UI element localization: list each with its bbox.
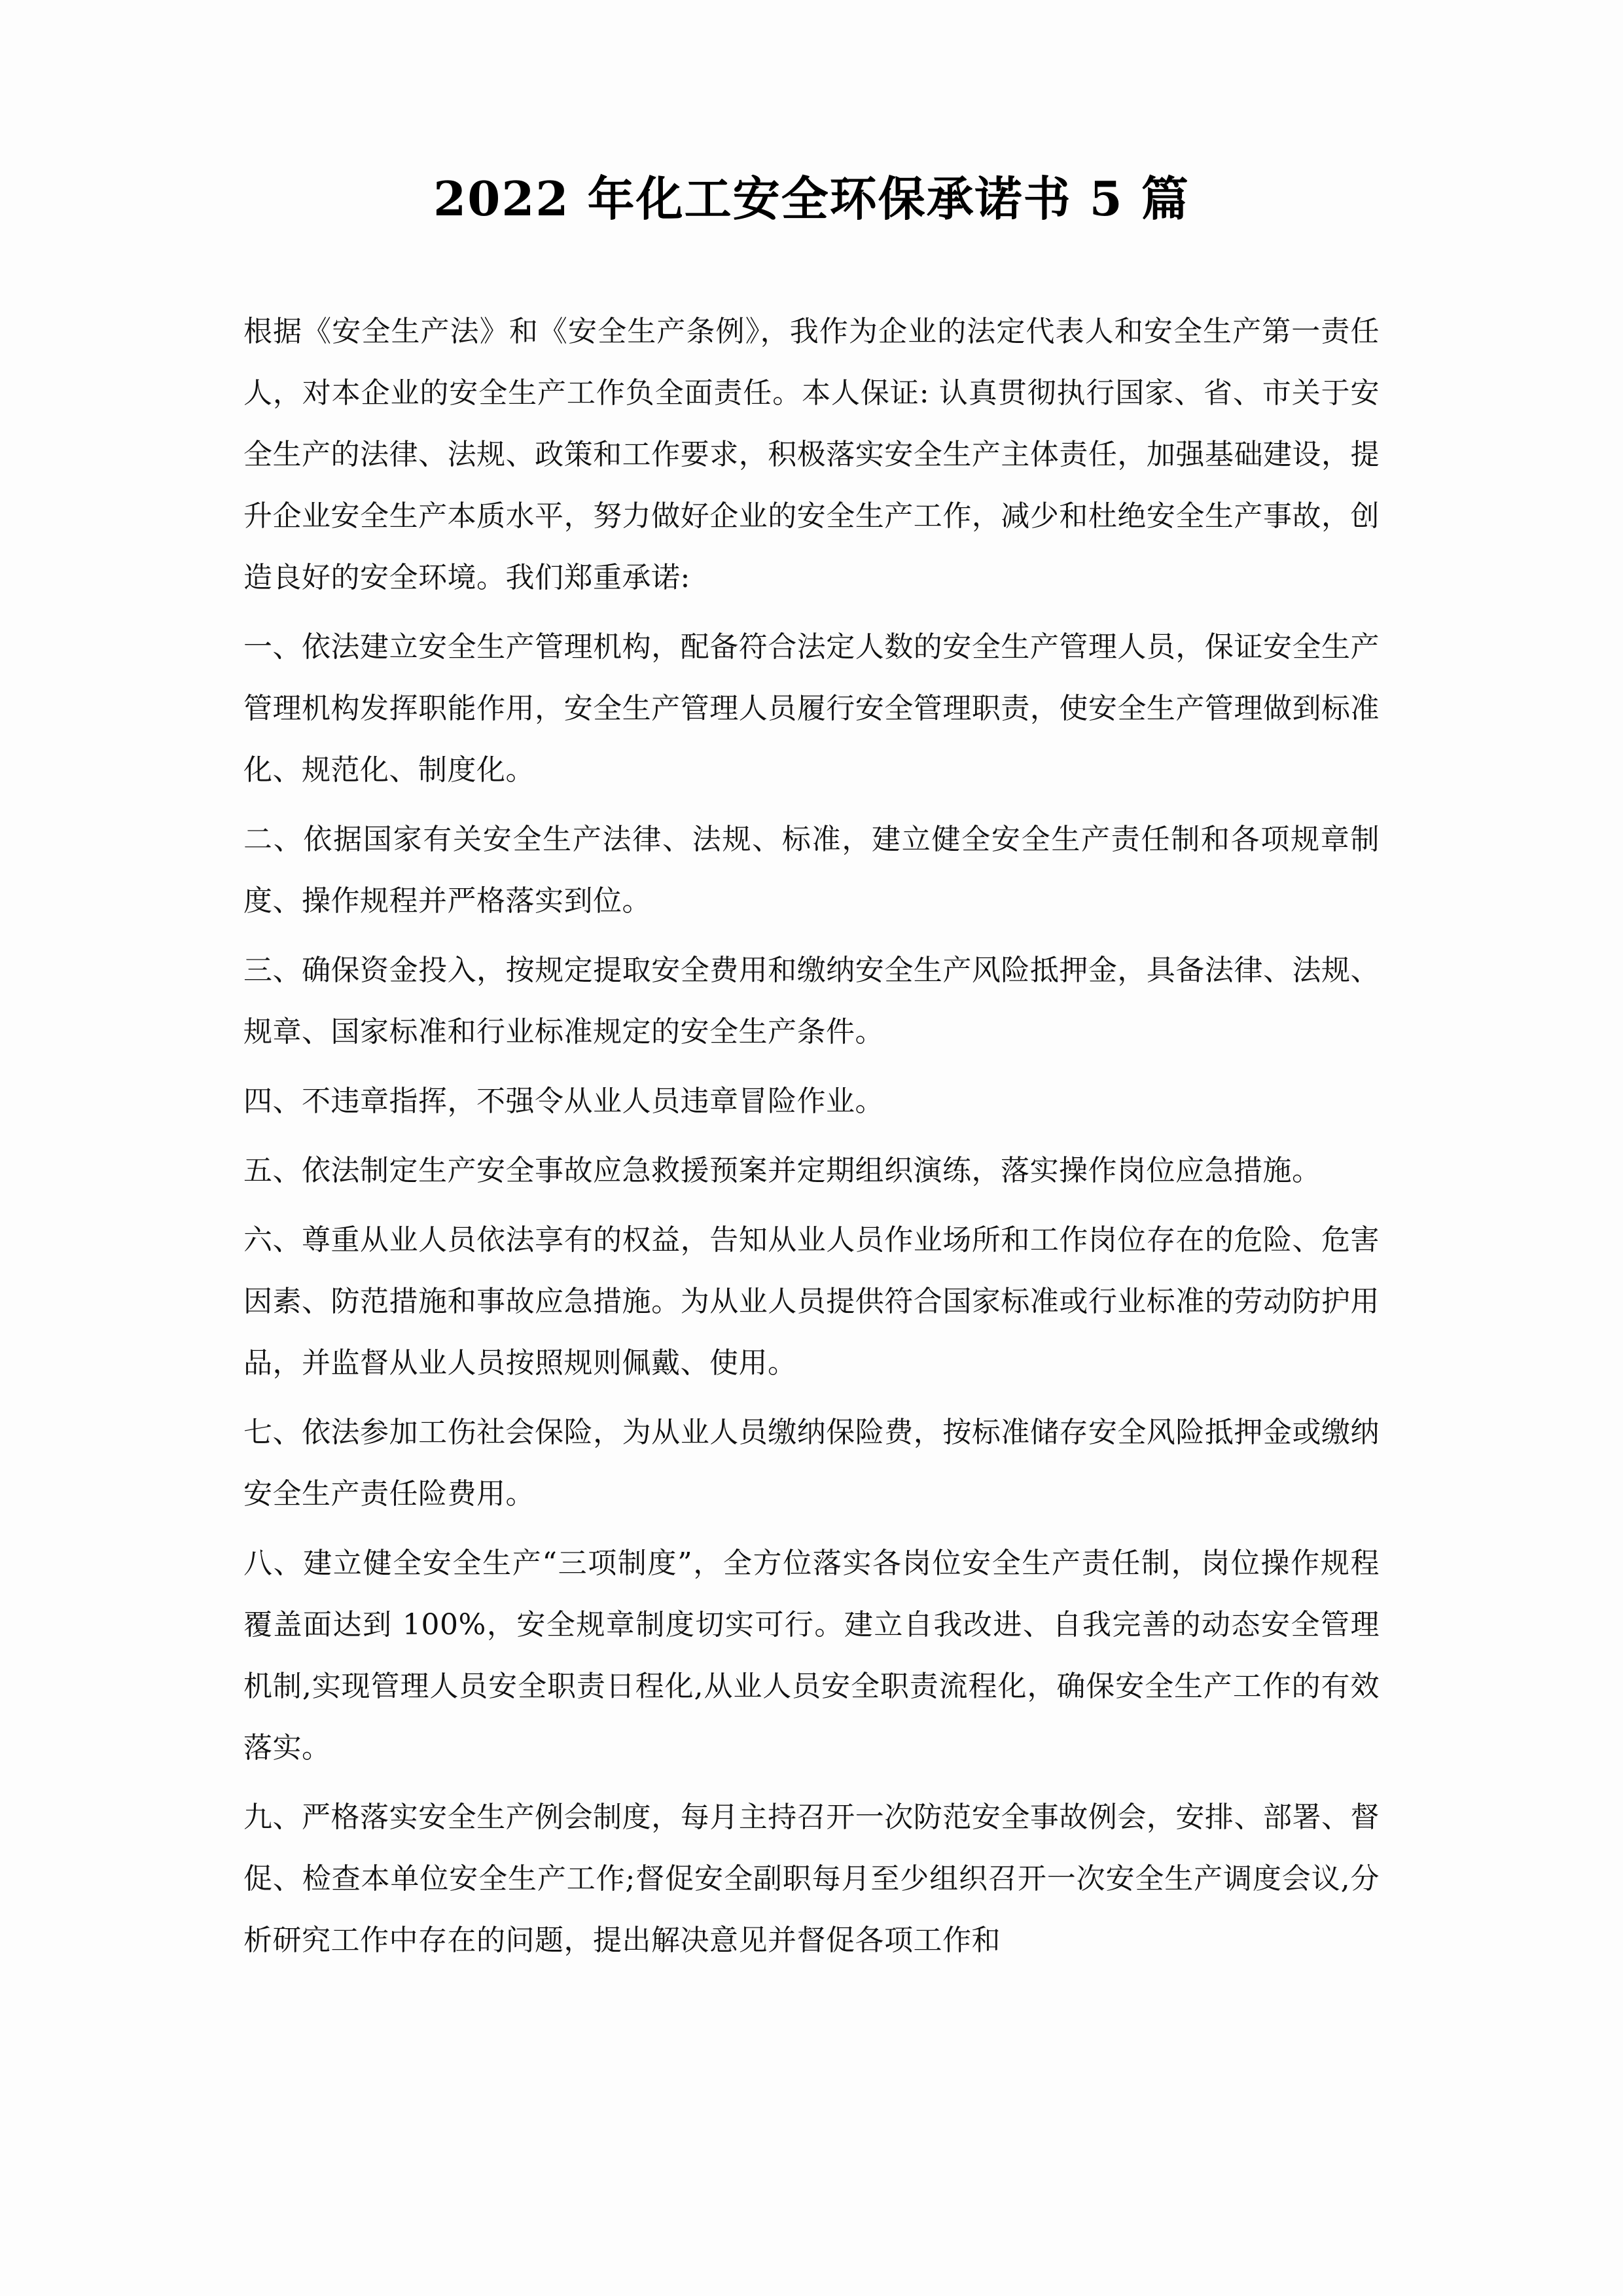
- paragraph-intro: 根据《安全生产法》和《安全生产条例》，我作为企业的法定代表人和安全生产第一责任人，对本企业的安全生产工作负全面责任。本人保证: 认真贯彻执行国家、省、市关于安全生产的法律、法规、政策和工作要求，积极落实安全生产主体责任，加强基础建设，提升企业安全生产本质水平，努力做好企业的安全生产工作，减少和杜绝安全生产事故，创造良好的安全环境。我们郑重承诺:: [243, 315, 1380, 594]
- paragraph-clause-2: 二、依据国家有关安全生产法律、法规、标准，建立健全安全生产责任制和各项规章制度、操作规程并严格落实到位。: [243, 823, 1380, 918]
- paragraph-clause-8: 八、建立健全安全生产“三项制度”，全方位落实各岗位安全生产责任制，岗位操作规程覆盖面达到 100%，安全规章制度切实可行。建立自我改进、自我完善的动态安全管理机制,实现管理人员安全职责日程化,从业人员安全职责流程化，确保安全生产工作的有效落实。: [243, 1547, 1380, 1765]
- paragraph-clause-7: 七、依法参加工伤社会保险，为从业人员缴纳保险费，按标准储存安全风险抵押金或缴纳安全生产责任险费用。: [243, 1416, 1380, 1511]
- paragraph-clause-5: 五、依法制定生产安全事故应急救援预案并定期组织演练，落实操作岗位应急措施。: [243, 1154, 1321, 1187]
- paragraph-clause-3: 三、确保资金投入，按规定提取安全费用和缴纳安全生产风险抵押金，具备法律、法规、规章、国家标准和行业标准规定的安全生产条件。: [243, 954, 1380, 1049]
- document-content-column: [243, 0, 1380, 1971]
- paragraph-clause-6: 六、尊重从业人员依法享有的权益，告知从业人员作业场所和工作岗位存在的危险、危害因素、防范措施和事故应急措施。为从业人员提供符合国家标准或行业标准的劳动防护用品，并监督从业人员按照规则佩戴、使用。: [243, 1223, 1380, 1380]
- document-body: [243, 301, 1380, 1971]
- page-title: 2022 年化工安全环保承诺书 5 篇: [433, 171, 1190, 226]
- paragraph-clause-9: 九、严格落实安全生产例会制度，每月主持召开一次防范安全事故例会，安排、部署、督促、检查本单位安全生产工作;督促安全副职每月至少组织召开一次安全生产调度会议,分析研究工作中存在的问题，提出解决意见并督促各项工作和: [243, 1801, 1380, 1957]
- paragraph-clause-1: 一、依法建立安全生产管理机构，配备符合法定人数的安全生产管理人员，保证安全生产管理机构发挥职能作用，安全生产管理人员履行安全管理职责，使安全生产管理做到标准化、规范化、制度化。: [243, 630, 1380, 787]
- paragraph-clause-4: 四、不违章指挥，不强令从业人员违章冒险作业。: [243, 1085, 884, 1118]
